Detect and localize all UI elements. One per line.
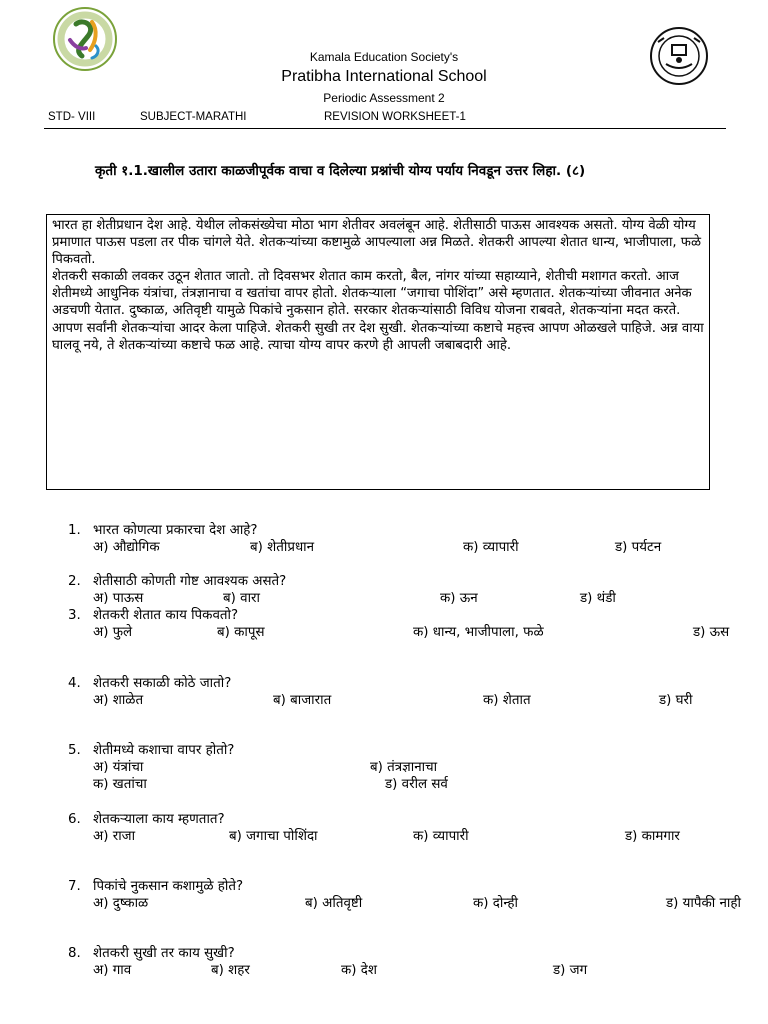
option-d[interactable]: ड) ऊस	[693, 625, 730, 640]
option-a[interactable]: अ) गाव	[93, 963, 132, 978]
assessment-title: Periodic Assessment 2	[323, 91, 445, 105]
option-c[interactable]: क) व्यापारी	[463, 540, 519, 555]
option-d[interactable]: ड) यापैकी नाही	[666, 896, 741, 911]
question-number: 7.	[68, 879, 81, 894]
question-text: शेतकरी शेतात काय पिकवतो?	[93, 608, 239, 623]
instruction-text	[92, 162, 692, 180]
option-c[interactable]: क) शेतात	[483, 693, 531, 708]
society-name: Kamala Education Society's	[309, 50, 459, 64]
option-a[interactable]: अ) यंत्रांचा	[93, 760, 144, 775]
question-number: 2.	[68, 574, 81, 589]
question-text: पिकांचे नुकसान कशामुळे होते?	[93, 879, 244, 894]
option-a[interactable]: अ) राजा	[93, 829, 136, 844]
question-number: 1.	[68, 523, 81, 538]
option-b[interactable]: ब) बाजारात	[273, 693, 332, 708]
question-number: 4.	[68, 676, 81, 691]
option-c[interactable]: क) दोन्ही	[473, 896, 518, 911]
option-d[interactable]: ड) घरी	[659, 693, 693, 708]
passage-paragraph: आपण सर्वांनी शेतकऱ्यांचा आदर केला पाहिजे. शेतकरी सुखी तर देश सुखी. शेतकऱ्यांच्या कष्टाचे महत्त्व आपण ओळखले पाहिजे. अन्न वाया घालवू नये, ते शेतकऱ्यांच्या कष्टाचे फळ आहे. त्याचा योग्य वापर करणे ही आपली जबाबदारी आहे.	[52, 320, 704, 353]
passage-paragraph: भारत हा शेतीप्रधान देश आहे. येथील लोकसंख्येचा मोठा भाग शेतीवर अवलंबून आहे. शेतीसाठी पाऊस आवश्यक असतो. योग्य वेळी योग्य प्रमाणात पाऊस पडला तर पीक चांगले येते. शेतकऱ्यांच्या कष्टामुळे आपल्याला अन्न मिळते. शेतकरी आपल्या शेतात धान्य, भाजीपाला, फळे पिकवतो.	[52, 218, 701, 268]
option-d[interactable]: ड) थंडी	[580, 591, 616, 606]
question-number: 5.	[68, 743, 81, 758]
reading-passage	[46, 214, 710, 490]
option-b[interactable]: ब) वारा	[223, 591, 260, 606]
option-a[interactable]: अ) शाळेत	[93, 693, 144, 708]
option-b[interactable]: ब) तंत्रज्ञानाचा	[370, 760, 438, 775]
standard-label: STD- VIII	[48, 111, 96, 123]
option-d[interactable]: ड) वरील सर्व	[385, 777, 448, 792]
question-number: 3.	[68, 608, 81, 623]
option-b[interactable]: ब) अतिवृष्टी	[305, 896, 363, 911]
header-divider	[44, 128, 726, 129]
question-number: 8.	[68, 946, 81, 961]
option-a[interactable]: अ) पाऊस	[93, 591, 144, 606]
question-text: शेतकरी सुखी तर काय सुखी?	[93, 946, 235, 961]
option-b[interactable]: ब) कापूस	[217, 625, 265, 640]
option-c[interactable]: क) देश	[341, 963, 377, 978]
option-b[interactable]: ब) शहर	[211, 963, 250, 978]
option-d[interactable]: ड) पर्यटन	[615, 540, 662, 555]
passage-paragraph: शेतकरी सकाळी लवकर उठून शेतात जातो. तो दिवसभर शेतात काम करतो, बैल, नांगर यांच्या सहाय्याने, शेतीची मशागत करतो. आज शेतीमध्ये आधुनिक यंत्रांचा, तंत्रज्ञानाचा व खतांचा वापर होतो. शेतकऱ्याला “जगाचा पोशिंदा” असे म्हणतात. शेतकऱ्यांच्या जीवनात अनेक अडचणी येतात. दुष्काळ, अतिवृष्टी यामुळे पिकांचे नुकसान होते. सरकार शेतकऱ्यांसाठी विविध योजना राबवते, शेतकऱ्यांना मदत करते.	[52, 269, 692, 319]
subject-label: SUBJECT-MARATHI	[140, 111, 247, 123]
option-a[interactable]: अ) दुष्काळ	[93, 896, 149, 911]
option-c[interactable]: क) धान्य, भाजीपाला, फळे	[413, 625, 544, 640]
option-d[interactable]: ड) जग	[553, 963, 588, 978]
instruction-line: कृती १.1.खालील उतारा काळजीपूर्वक वाचा व दिलेल्या प्रश्नांची योग्य पर्याय निवडून उत्तर लिहा. (८)	[95, 163, 586, 179]
question-text: शेतीसाठी कोणती गोष्ट आवश्यक असते?	[93, 574, 287, 589]
option-a[interactable]: अ) औद्योगिक	[93, 540, 160, 555]
option-c[interactable]: क) खतांचा	[93, 777, 147, 792]
question-text: शेतकऱ्याला काय म्हणतात?	[93, 812, 225, 827]
option-d[interactable]: ड) कामगार	[625, 829, 680, 844]
option-a[interactable]: अ) फुले	[93, 625, 133, 640]
option-c[interactable]: क) व्यापारी	[413, 829, 469, 844]
question-text: शेतीमध्ये कशाचा वापर होतो?	[93, 743, 235, 758]
option-b[interactable]: ब) जगाचा पोशिंदा	[229, 829, 318, 844]
question-text: भारत कोणत्या प्रकारचा देश आहे?	[93, 523, 258, 538]
option-c[interactable]: क) ऊन	[440, 591, 478, 606]
question-text: शेतकरी सकाळी कोठे जातो?	[93, 676, 232, 691]
worksheet-label: REVISION WORKSHEET-1	[324, 111, 466, 123]
school-name: Pratibha International School	[281, 68, 487, 85]
question-number: 6.	[68, 812, 81, 827]
option-b[interactable]: ब) शेतीप्रधान	[250, 540, 315, 555]
